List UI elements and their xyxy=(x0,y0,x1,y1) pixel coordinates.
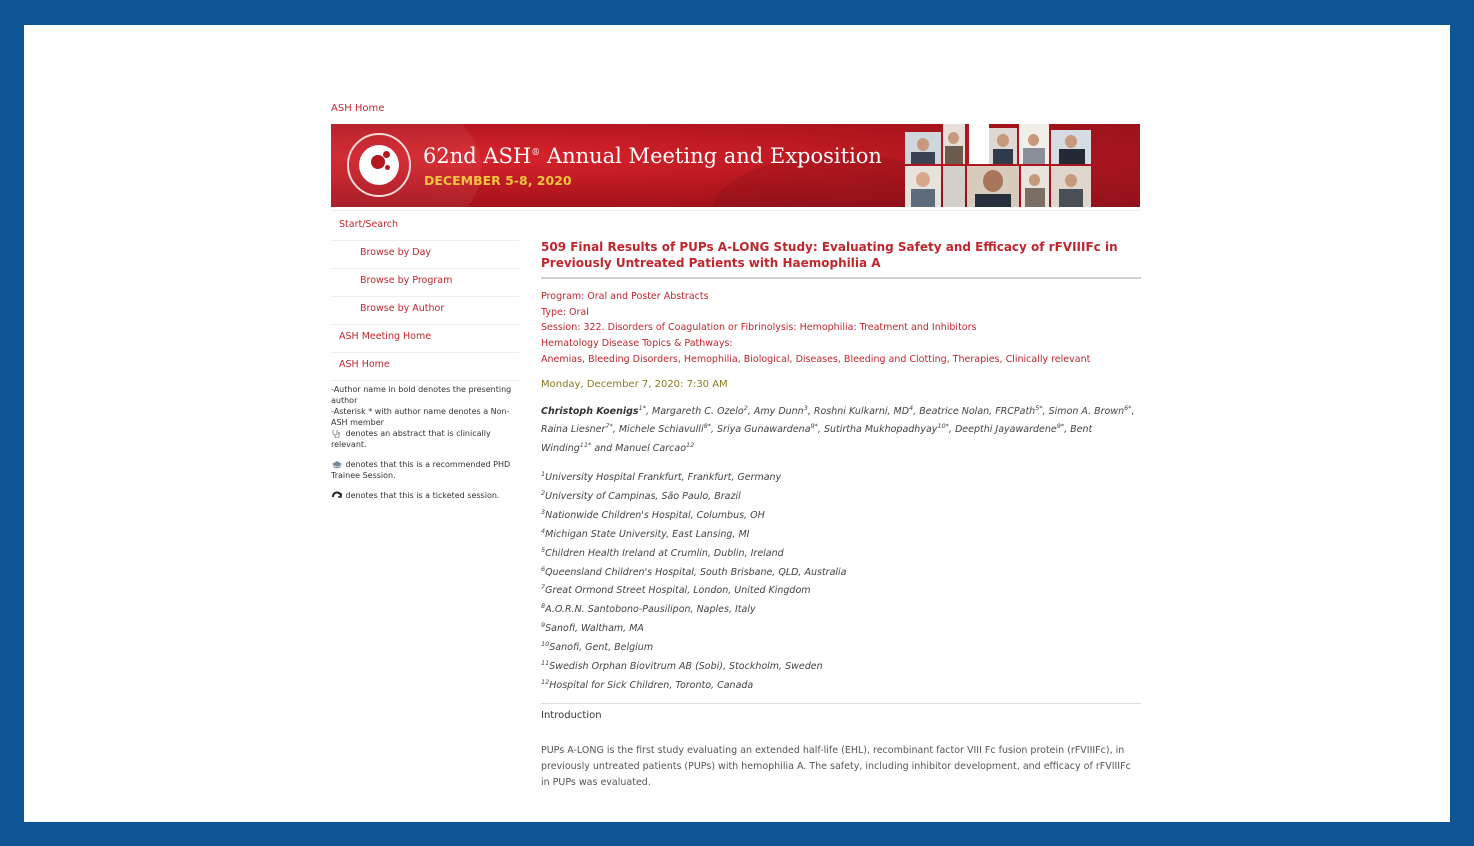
abstract-topics: Anemias, Bleeding Disorders, Hemophilia, Biological, Diseases, Bleeding and Clotting, Therapies, Clinically relevant xyxy=(541,353,1091,365)
abstract-program[interactable]: Program: Oral and Poster Abstracts xyxy=(541,291,709,302)
author: Beatrice Nolan, FRCPath xyxy=(919,405,1036,417)
sidebar-nav xyxy=(331,213,519,510)
page-frame xyxy=(24,25,1450,822)
abstract-topics-label: Hematology Disease Topics & Pathways: xyxy=(541,338,733,350)
author: Margareth C. Ozelo xyxy=(652,405,744,417)
banner-divider xyxy=(331,210,1140,211)
author: Raina Liesner xyxy=(541,424,606,436)
affiliation-item: $^5$Children Health Ireland at Crumlin, Dublin, Ireland xyxy=(541,545,784,559)
abstract-meta xyxy=(541,289,1141,368)
sidebar-item-browse-by-day[interactable]: Browse by Day xyxy=(331,241,519,269)
banner-date: DECEMBER 5-8, 2020 xyxy=(424,173,572,188)
author: Manuel Carcao xyxy=(615,443,687,455)
affiliation-item: $^{10}$Sanofi, Gent, Belgium xyxy=(541,640,654,654)
abstract-title: 509 Final Results of PUPs A-LONG Study: Evaluating Safety and Efficacy of rFVIIIFc in Previously Untreated Patients with Haemophilia A xyxy=(541,239,1141,279)
sidebar-item-browse-by-program[interactable]: Browse by Program xyxy=(331,269,519,297)
section-divider xyxy=(541,703,1141,704)
affiliation-item: $^9$Sanofi, Waltham, MA xyxy=(541,621,644,635)
abstract-content xyxy=(541,239,1141,791)
author: Bent Winding xyxy=(541,424,1093,455)
affiliation-item: $^2$University of Campinas, São Paulo, Brazil xyxy=(541,488,741,502)
sidebar-item-start-search[interactable]: Start/Search xyxy=(331,213,519,241)
introduction-heading: Introduction xyxy=(541,710,602,722)
attendee-photo-collage xyxy=(905,124,1140,207)
sidebar-item-ash-meeting-home[interactable]: ASH Meeting Home xyxy=(331,325,519,353)
affiliation-item: $^6$Queensland Children's Hospital, South Brisbane, QLD, Australia xyxy=(541,564,847,578)
legend-asterisk-note: -Asterisk * with author name denotes a Non-ASH member xyxy=(331,407,510,427)
banner-title: 62nd ASH® Annual Meeting and Exposition xyxy=(423,144,882,168)
affiliation-item: $^8$A.O.R.N. Santobono-Pausilipon, Naples, Italy xyxy=(541,602,756,616)
author-list: Christoph Koenigs$^{1*}$, Margareth C. Ozelo$^2$, Amy Dunn$^3$, Roshni Kulkarni, $MD^4$, Beatrice Nolan, FRCPath$^{5*}$, Simon A. Brown$^{6*}$, Raina Liesner$^{7*}$, Michele Schiavulli$^{8*}$, Sriya Gunawardena$^{9*}$, Sutirtha Mukhopadhyay$^{10*}$, Deepthi Jayawardene$^{9*}$, Bent Winding$^{11*}$ and Manuel Carcao$^{12}$ xyxy=(541,403,1135,455)
author: Roshni Kulkarni, MD xyxy=(813,405,910,417)
legend-phd-note: denotes that this is a recommended PHD Trainee Session. xyxy=(331,460,511,480)
affiliation-list xyxy=(541,467,1141,694)
introduction-text: PUPs A-LONG is the first study evaluating an extended half-life (EHL), recombinant factor VIII Fc fusion protein (rFVIIIFc), in previously untreated patients (PUPs) with hemophilia A. The safety, including inhibitor development, and efficacy of rFVIIIFc in PUPs was evaluated. xyxy=(541,745,1131,789)
abstract-session[interactable]: Session: 322. Disorders of Coagulation or Fibrinolysis: Hemophilia: Treatment and Inhibitors xyxy=(541,322,977,334)
affiliation-item: $^1$University Hospital Frankfurt, Frankfurt, Germany xyxy=(541,469,782,483)
stethoscope-icon xyxy=(331,429,341,438)
affiliation-item: $^3$Nationwide Children's Hospital, Columbus, OH xyxy=(541,507,765,521)
author: Simon A. Brown xyxy=(1048,405,1125,417)
ash-home-link-top[interactable]: ASH Home xyxy=(331,103,385,114)
author: Sutirtha Mukhopadhyay xyxy=(823,424,938,436)
legend xyxy=(331,384,519,501)
abstract-type: Type: Oral xyxy=(541,306,589,318)
abstract-datetime: Monday, December 7, 2020: 7:30 AM xyxy=(541,378,728,390)
author: Deepthi Jayawardene xyxy=(954,424,1057,436)
sidebar-item-ash-home[interactable]: ASH Home xyxy=(331,353,519,381)
affiliation-item: $^4$Michigan State University, East Lansing, MI xyxy=(541,526,750,540)
affiliation-item: $^{11}$Swedish Orphan Biovitrum AB (Sobi), Stockholm, Sweden xyxy=(541,659,823,673)
affiliation-item: $^7$Great Ormond Street Hospital, London, United Kingdom xyxy=(541,583,811,597)
author: Amy Dunn xyxy=(753,405,804,417)
ash-seal-logo-icon xyxy=(347,133,411,197)
graduation-cap-icon xyxy=(331,460,341,469)
legend-clinical-note: denotes an abstract that is clinically relevant. xyxy=(331,429,491,449)
sidebar-item-browse-by-author[interactable]: Browse by Author xyxy=(331,297,519,325)
presenting-author: Christoph Koenigs xyxy=(541,405,639,417)
affiliation-item: $^{12}$Hospital for Sick Children, Toronto, Canada xyxy=(541,678,754,692)
author: Michele Schiavulli xyxy=(618,424,704,436)
author: Sriya Gunawardena xyxy=(717,424,811,436)
ticket-icon xyxy=(331,491,341,500)
meeting-banner xyxy=(331,124,1140,207)
legend-bold-note: -Author name in bold denotes the presenting author xyxy=(331,385,512,405)
legend-ticket-note: denotes that this is a ticketed session. xyxy=(331,490,519,501)
